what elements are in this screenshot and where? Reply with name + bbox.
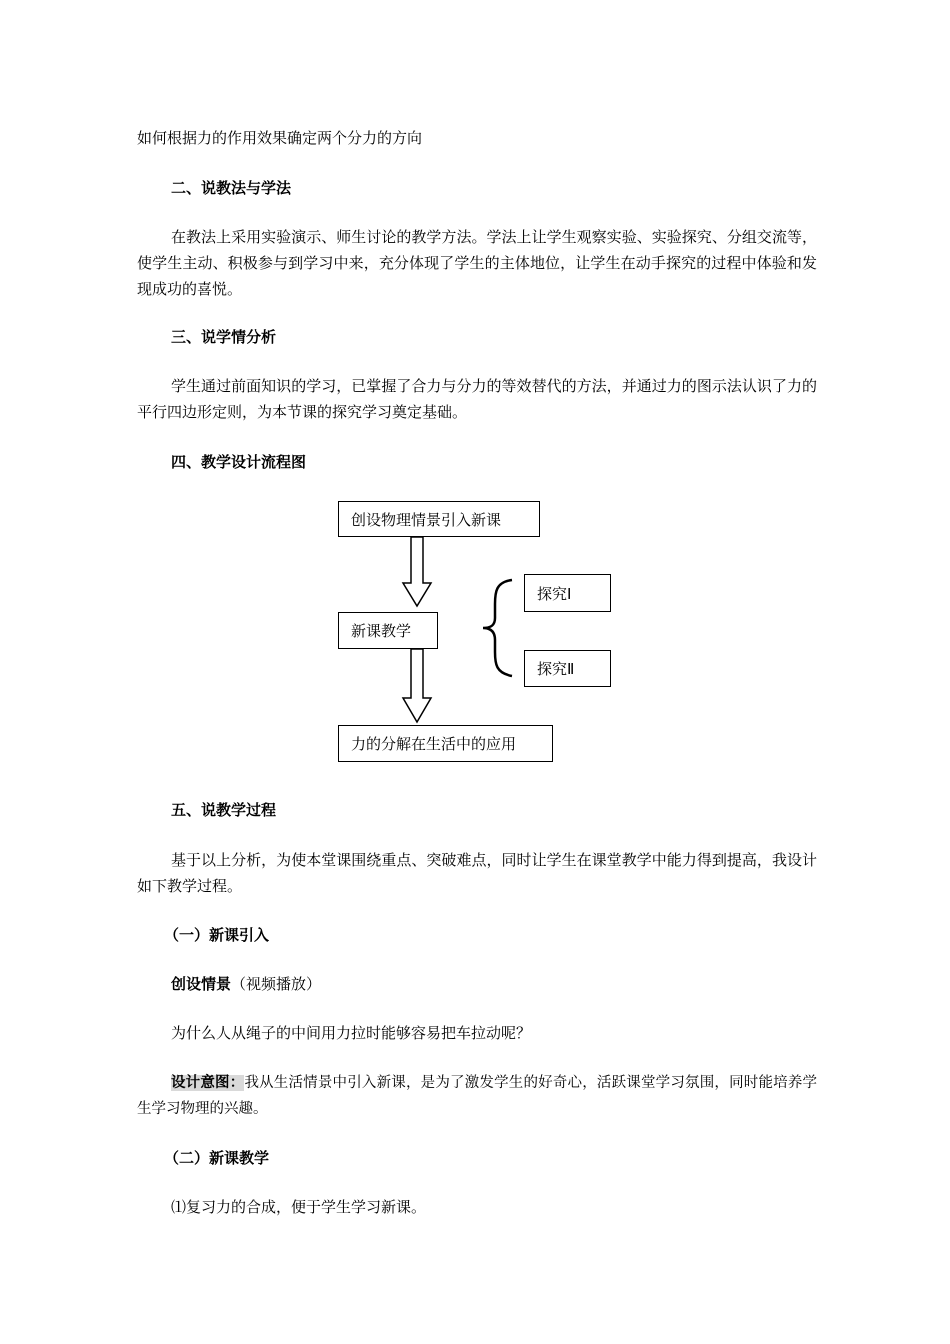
flow-box-application-label: 力的分解在生活中的应用 — [351, 735, 517, 753]
section-heading-process: 五、说教学过程 — [171, 801, 277, 819]
subheading-new-lesson-teaching: （二）新课教学 — [164, 1149, 270, 1167]
design-intent-label: 设计意图： — [171, 1075, 245, 1091]
intro-line: 如何根据力的作用效果确定两个分力的方向 — [137, 129, 423, 147]
methods-paragraph: 在教法上采用实验演示、师生讨论的教学方法。学法上让学生观察实验、实验探究、分组交流等，使学生主动、积极参与到学习中来，充分体现了学生的主体地位，让学生在动手探究的过程中体验和发现成功的喜悦。 — [137, 228, 817, 298]
student-analysis-paragraph: 学生通过前面知识的学习，已掌握了合力与分力的等效替代的方法，并通过力的图示法认识了力的平行四边形定则，为本节课的探究学习奠定基础。 — [137, 377, 817, 421]
section-heading-student-analysis: 三、说学情分析 — [171, 328, 277, 346]
flow-box-create-scene — [338, 501, 540, 537]
flow-box-explore-2 — [524, 650, 611, 687]
flow-box-explore-1 — [524, 574, 611, 612]
flow-box-explore-2-label: 探究Ⅱ — [537, 660, 575, 678]
flow-box-application — [338, 725, 553, 762]
flow-box-new-lesson-label: 新课教学 — [351, 622, 412, 640]
flow-arrow-down-1 — [403, 537, 431, 606]
process-paragraph: 基于以上分析，为使本堂课围绕重点、突破难点，同时让学生在课堂教学中能力得到提高，我设计如下教学过程。 — [137, 851, 817, 895]
flow-box-new-lesson — [338, 612, 438, 649]
scene-line — [171, 974, 321, 994]
design-intent-paragraph — [137, 1070, 817, 1122]
section-heading-flowchart: 四、教学设计流程图 — [171, 453, 307, 471]
flow-box-create-scene-label: 创设物理情景引入新课 — [351, 510, 502, 529]
flow-arrow-down-2 — [403, 649, 431, 722]
curly-brace — [483, 580, 512, 676]
question-line: 为什么人从绳子的中间用力拉时能够容易把车拉动呢？ — [171, 1024, 532, 1042]
flow-box-explore-1-label: 探究Ⅰ — [537, 584, 572, 603]
subheading-new-lesson-intro: （一）新课引入 — [164, 926, 270, 944]
scene-note: （视频播放） — [231, 975, 322, 993]
item-review-composition: ⑴复习力的合成，便于学生学习新课。 — [171, 1198, 427, 1216]
design-intent-text: 我从生活情景中引入新课，是为了激发学生的好奇心，活跃课堂学习氛围，同时能培养学生学习物理的兴趣。 — [137, 1075, 818, 1117]
section-heading-methods: 二、说教法与学法 — [171, 179, 292, 197]
scene-label: 创设情景 — [171, 975, 232, 993]
